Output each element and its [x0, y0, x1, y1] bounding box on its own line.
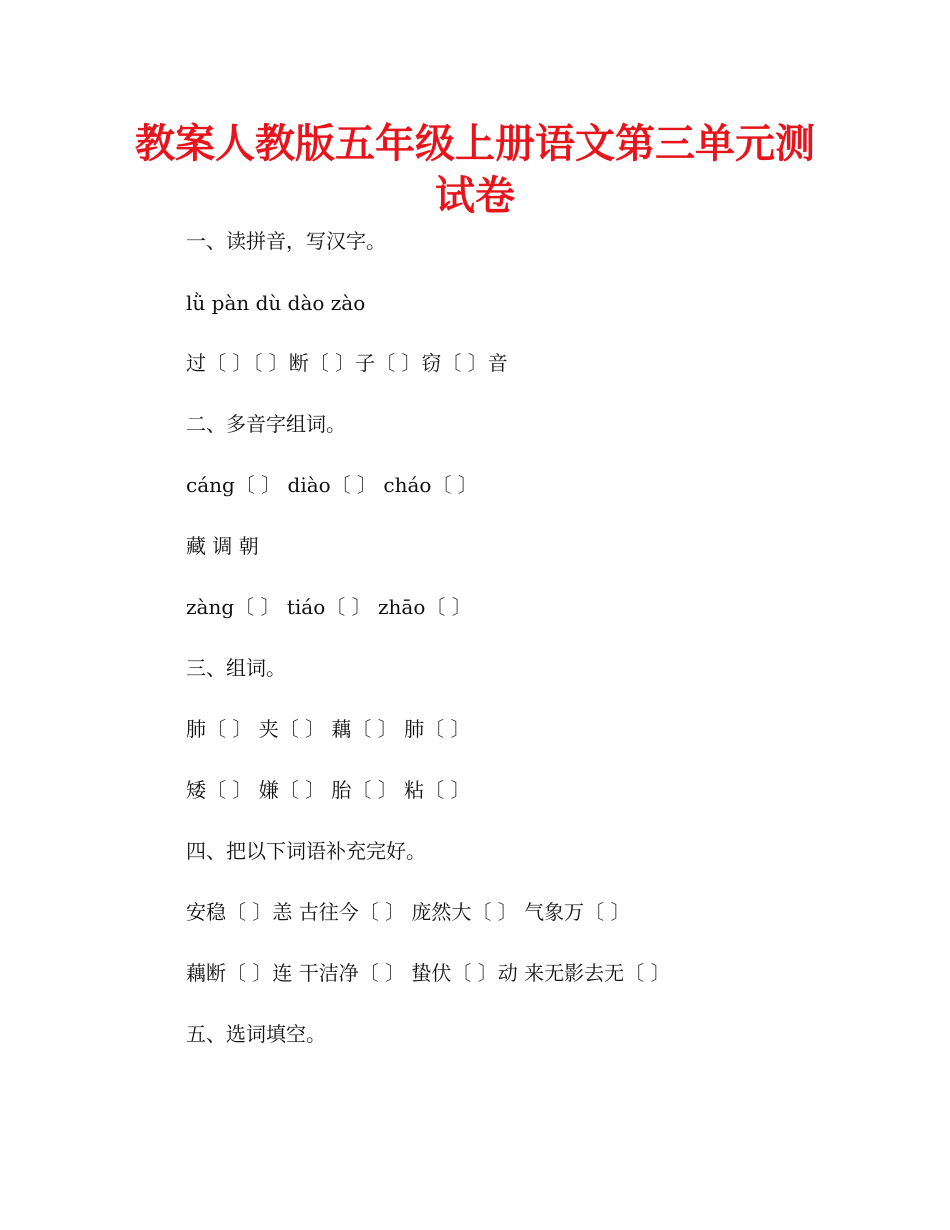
section-heading-4: 四、把以下词语补充完好。: [186, 839, 426, 863]
idiom-fill-line: 藕断〔 〕连 干洁净〔 〕 蛰伏〔 〕动 来无影去无〔 〕: [186, 961, 671, 985]
fill-in-line: 过〔 〕〔 〕断〔 〕子〔 〕窃〔 〕音: [186, 351, 508, 375]
section-heading-1: 一、读拼音，写汉字。: [186, 229, 386, 253]
characters-line: 藏 调 朝: [186, 534, 259, 558]
pinyin-fill-line: zàng〔 〕 tiáo〔 〕 zhāo〔 〕: [186, 595, 472, 619]
section-heading-5: 五、选词填空。: [186, 1022, 326, 1046]
document-title: 教案人教版五年级上册语文第三单元测试卷: [135, 121, 815, 219]
word-group-line: 矮〔 〕 嫌〔 〕 胎〔 〕 粘〔 〕: [186, 778, 471, 802]
word-group-line: 肺〔 〕 夹〔 〕 藕〔 〕 肺〔 〕: [186, 717, 471, 741]
pinyin-line: lǜ pàn dù dào zào: [186, 291, 366, 315]
pinyin-fill-line: cáng〔 〕 diào〔 〕 cháo〔 〕: [186, 473, 478, 497]
idiom-fill-line: 安稳〔 〕恙 古往今〔 〕 庞然大〔 〕 气象万〔 〕: [186, 900, 631, 924]
section-heading-3: 三、组词。: [186, 656, 286, 680]
section-heading-2: 二、多音字组词。: [186, 412, 346, 436]
